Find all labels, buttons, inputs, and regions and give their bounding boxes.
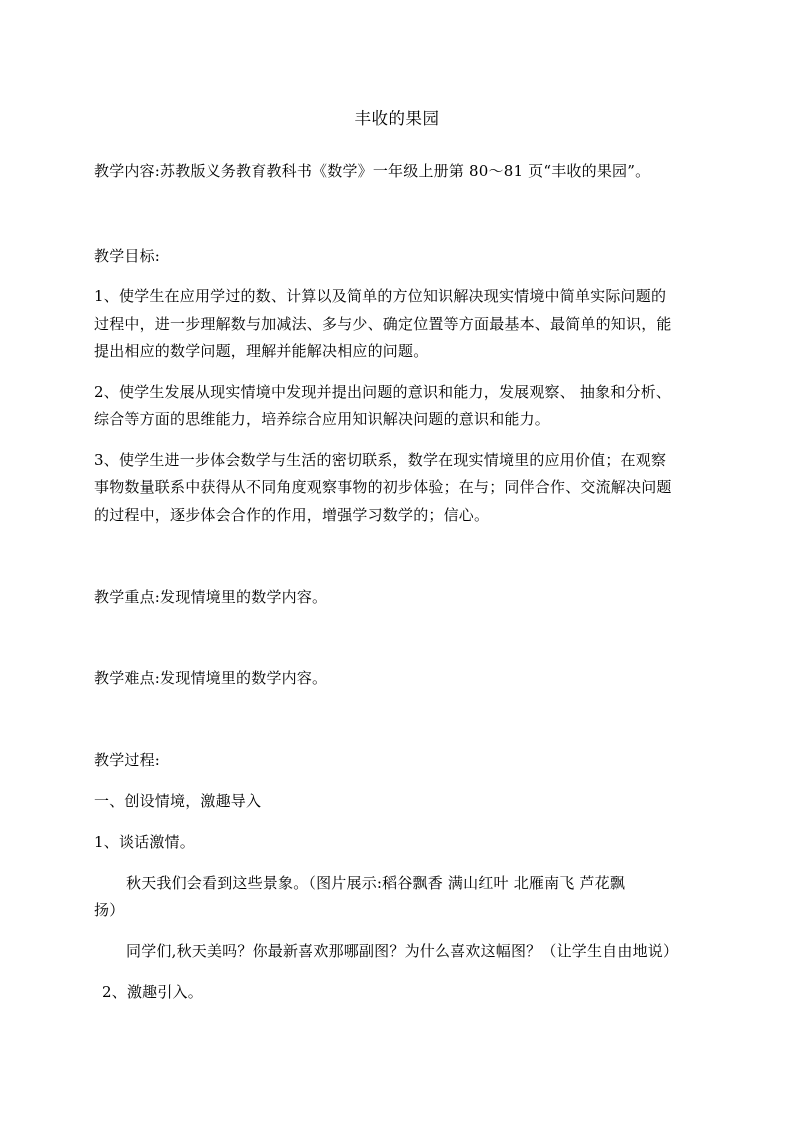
objective-3-line-3: 的过程中，逐步体会合作的作用，增强学习数学的；信心。 — [94, 506, 490, 524]
objective-3-line-2: 事物数量联系中获得从不同角度观察事物的初步体验；在与；同伴合作、交流解决问题 — [94, 478, 672, 496]
teaching-content: 教学内容:苏教版义务教育教科书《数学》一年级上册第 80～81 页“丰收的果园”。 — [94, 162, 651, 180]
step-1-paragraph-2: 同学们,秋天美吗？你最新喜欢那哪副图？为什么喜欢这幅图？（让学生自由地说） — [126, 942, 679, 960]
objective-1-line-2: 过程中，进一步理解数与加减法、多与少、确定位置等方面最基本、最简单的知识，能 — [94, 315, 672, 333]
objective-1-line-1: 1、使学生在应用学过的数、计算以及简单的方位知识解决现实情境中简单实际问题的 — [94, 287, 667, 305]
step-1-paragraph-1-line-2: 扬） — [94, 901, 125, 919]
objective-1-line-3: 提出相应的数学问题，理解并能解决相应的问题。 — [94, 342, 429, 360]
step-1: 1、谈话激情。 — [94, 833, 195, 851]
difficult-point: 教学难点:发现情境里的数学内容。 — [94, 669, 328, 687]
section-1-heading: 一、创设情境，激趣导入 — [94, 792, 262, 810]
step-2: 2、激趣引入。 — [102, 983, 203, 1001]
objective-3-line-1: 3、使学生进一步体会数学与生活的密切联系，数学在现实情境里的应用价值；在观察 — [94, 451, 667, 469]
key-point: 教学重点:发现情境里的数学内容。 — [94, 588, 328, 606]
process-heading: 教学过程: — [94, 751, 161, 769]
objective-2-line-2: 综合等方面的思维能力，培养综合应用知识解决问题的意识和能力。 — [94, 410, 551, 428]
step-1-paragraph-1-line-1: 秋天我们会看到这些景象。（图片展示:稻谷飘香 满山红叶 北雁南飞 芦花飘 — [126, 874, 626, 892]
page-title: 丰收的果园 — [354, 109, 440, 128]
objective-2-line-1: 2、使学生发展从现实情境中发现并提出问题的意识和能力，发展观察、 抽象和分析、 — [94, 383, 672, 401]
objectives-heading: 教学目标: — [94, 247, 161, 265]
